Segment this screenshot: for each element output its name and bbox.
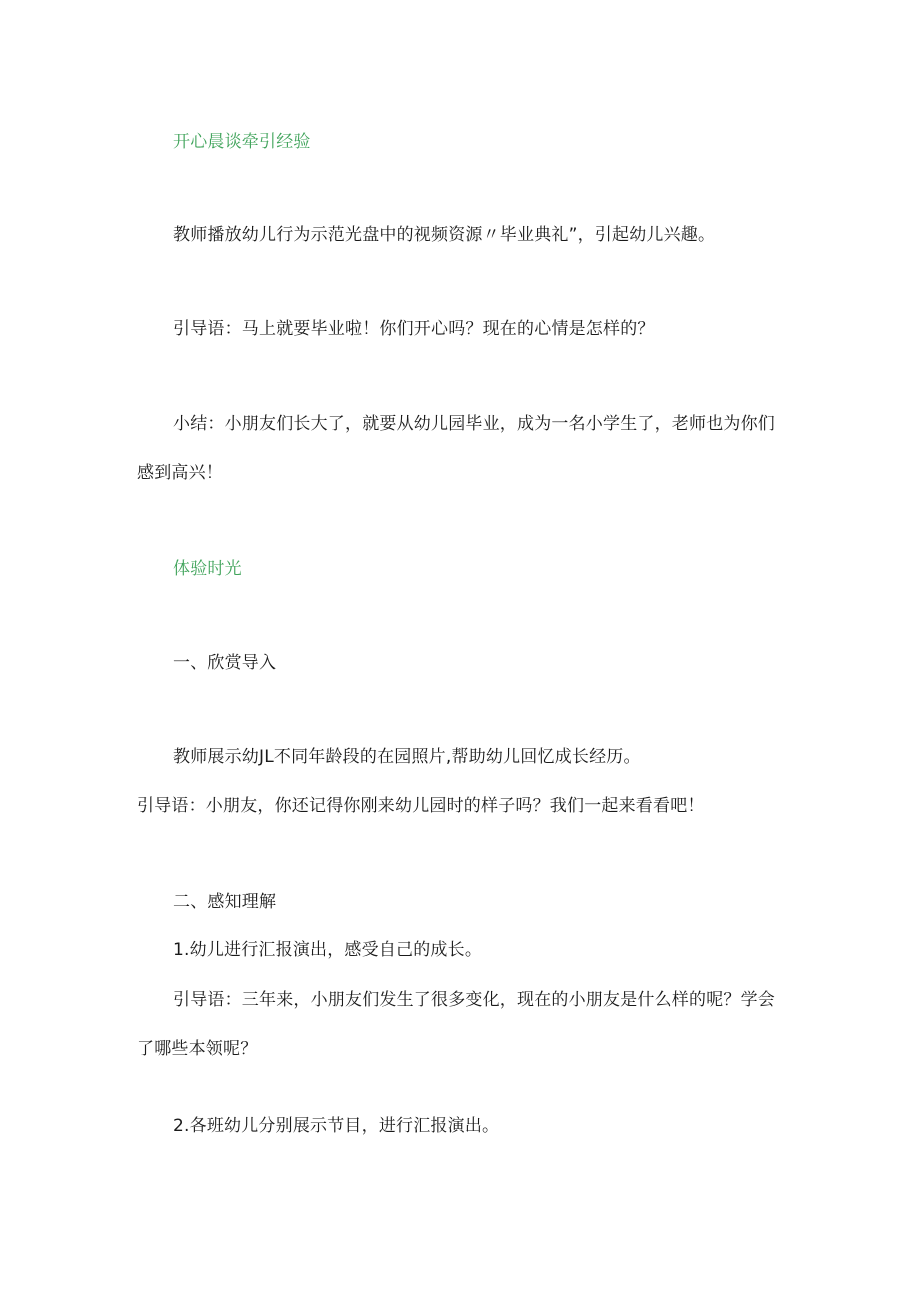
paragraph-guide-3-line1: 引导语：三年来，小朋友们发生了很多变化，现在的小朋友是什么样的呢？学会 bbox=[173, 990, 775, 1010]
list-item-2: 2.各班幼儿分别展示节目，进行汇报演出。 bbox=[173, 1116, 500, 1136]
paragraph-guide-2: 引导语：小朋友，你还记得你刚来幼儿园时的样子吗？我们一起来看看吧！ bbox=[137, 796, 705, 816]
paragraph-summary-line2: 感到高兴！ bbox=[137, 463, 223, 483]
paragraph-photos: 教师展示幼JL不同年龄段的在园照片,帮助幼儿回忆成长经历。 bbox=[173, 747, 641, 767]
paragraph-video: 教师播放幼儿行为示范光盘中的视频资源〃毕业典礼”，引起幼儿兴趣。 bbox=[173, 225, 716, 245]
paragraph-guide-3-line2: 了哪些本领呢？ bbox=[137, 1039, 258, 1059]
part-title-perception: 二、感知理解 bbox=[173, 892, 277, 912]
section-heading-experience: 体验时光 bbox=[173, 559, 242, 579]
part-title-appreciation: 一、欣赏导入 bbox=[173, 653, 277, 673]
list-item-1: 1.幼儿进行汇报演出，感受自己的成长。 bbox=[173, 940, 483, 960]
section-heading-morning-talk: 开心晨谈牵引经验 bbox=[173, 132, 311, 152]
paragraph-summary-line1: 小结：小朋友们长大了，就要从幼儿园毕业，成为一名小学生了，老师也为你们 bbox=[173, 414, 775, 434]
paragraph-guide-1: 引导语：马上就要毕业啦！你们开心吗？现在的心情是怎样的？ bbox=[173, 319, 655, 339]
